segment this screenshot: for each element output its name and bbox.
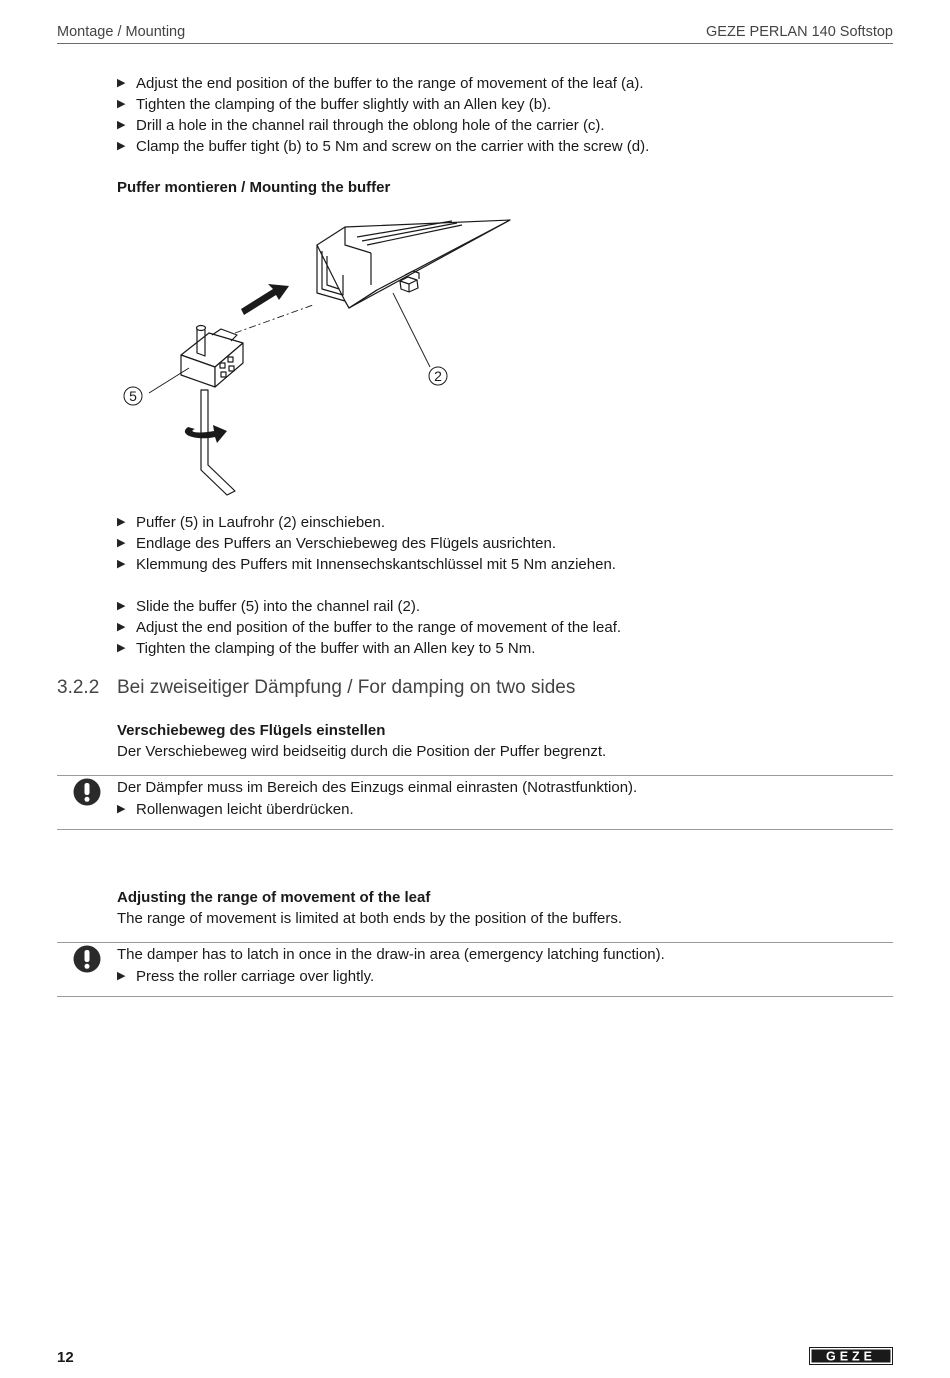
list-item <box>117 554 616 575</box>
note-divider-top <box>57 775 893 776</box>
bullet-arrow-icon: ▶ <box>117 600 126 612</box>
list-item <box>117 94 649 115</box>
note-divider-bottom <box>57 996 893 997</box>
step-text: Adjust the end position of the buffer to the range of movement of the leaf (a). <box>136 75 644 92</box>
header-divider <box>57 43 893 44</box>
page-number: 12 <box>57 1349 74 1366</box>
step-text: Tighten the clamping of the buffer slightly with an Allen key (b). <box>136 96 552 113</box>
top-steps-list <box>117 73 649 157</box>
list-item <box>117 512 616 533</box>
list-item <box>117 596 621 617</box>
en-warning-text: The damper has to latch in once in the draw-in area (emergency latching function). <box>117 946 665 963</box>
step-text: Press the roller carriage over lightly. <box>136 968 375 985</box>
de-paragraph: Der Verschiebeweg wird beidseitig durch die Position der Puffer begrenzt. <box>117 743 607 760</box>
note-divider-bottom <box>57 829 893 830</box>
running-header-left: Montage / Mounting <box>57 24 186 40</box>
steps-en-list <box>117 596 621 659</box>
list-item <box>117 73 649 94</box>
list-item <box>117 533 616 554</box>
step-text: Slide the buffer (5) into the channel rail (2). <box>136 598 421 615</box>
de-warning-text: Der Dämpfer muss im Bereich des Einzugs einmal einrasten (Notrastfunktion). <box>117 779 638 796</box>
step-text: Klemmung des Puffers mit Innensechskantschlüssel mit 5 Nm anziehen. <box>136 556 616 573</box>
en-paragraph: The range of movement is limited at both ends by the position of the buffers. <box>117 910 623 927</box>
logo-text: GEZE <box>825 1349 877 1364</box>
buffer-mounting-illustration <box>117 205 537 505</box>
step-text: Clamp the buffer tight (b) to 5 Nm and screw on the carrier with the screw (d). <box>136 138 650 155</box>
list-item <box>117 799 354 820</box>
step-text: Tighten the clamping of the buffer with an Allen key to 5 Nm. <box>136 640 536 657</box>
bullet-arrow-icon: ▶ <box>117 558 126 570</box>
section-number: 3.2.2 <box>57 677 100 698</box>
step-text: Drill a hole in the channel rail through the oblong hole of the carrier (c). <box>136 117 605 134</box>
buffer-drawing <box>181 326 243 388</box>
bullet-arrow-icon: ▶ <box>117 77 126 89</box>
allen-key-drawing <box>201 390 235 495</box>
step-text: Puffer (5) in Laufrohr (2) einschieben. <box>136 514 386 531</box>
geze-logo <box>809 1347 893 1365</box>
bullet-arrow-icon: ▶ <box>117 98 126 110</box>
step-text: Rollenwagen leicht überdrücken. <box>136 801 354 818</box>
mounting-heading: Puffer montieren / Mounting the buffer <box>117 179 391 196</box>
callout-buffer-label: 5 <box>129 388 137 404</box>
list-item <box>117 617 621 638</box>
bullet-arrow-icon: ▶ <box>117 642 126 654</box>
running-header-right: GEZE PERLAN 140 Softstop <box>706 24 893 40</box>
list-item <box>117 136 649 157</box>
step-text: Endlage des Puffers an Verschiebeweg des Flügels ausrichten. <box>136 535 556 552</box>
bullet-arrow-icon: ▶ <box>117 803 126 815</box>
channel-rail-drawing <box>317 220 510 308</box>
de-warning-step <box>117 799 354 820</box>
bullet-arrow-icon: ▶ <box>117 537 126 549</box>
exclamation-icon <box>73 778 101 806</box>
bullet-arrow-icon: ▶ <box>117 140 126 152</box>
note-divider-top <box>57 942 893 943</box>
exclamation-icon <box>73 945 101 973</box>
callout-rail-label: 2 <box>434 368 442 384</box>
en-warning-step <box>117 966 374 987</box>
list-item <box>117 115 649 136</box>
list-item <box>117 966 374 987</box>
bullet-arrow-icon: ▶ <box>117 970 126 982</box>
bullet-arrow-icon: ▶ <box>117 621 126 633</box>
step-text: Adjust the end position of the buffer to the range of movement of the leaf. <box>136 619 622 636</box>
section-title: Bei zweiseitiger Dämpfung / For damping on two sides <box>117 677 576 698</box>
bullet-arrow-icon: ▶ <box>117 119 126 131</box>
de-subheading: Verschiebeweg des Flügels einstellen <box>117 722 386 739</box>
steps-de-list <box>117 512 616 575</box>
list-item <box>117 638 621 659</box>
en-subheading: Adjusting the range of movement of the leaf <box>117 889 431 906</box>
bullet-arrow-icon: ▶ <box>117 516 126 528</box>
